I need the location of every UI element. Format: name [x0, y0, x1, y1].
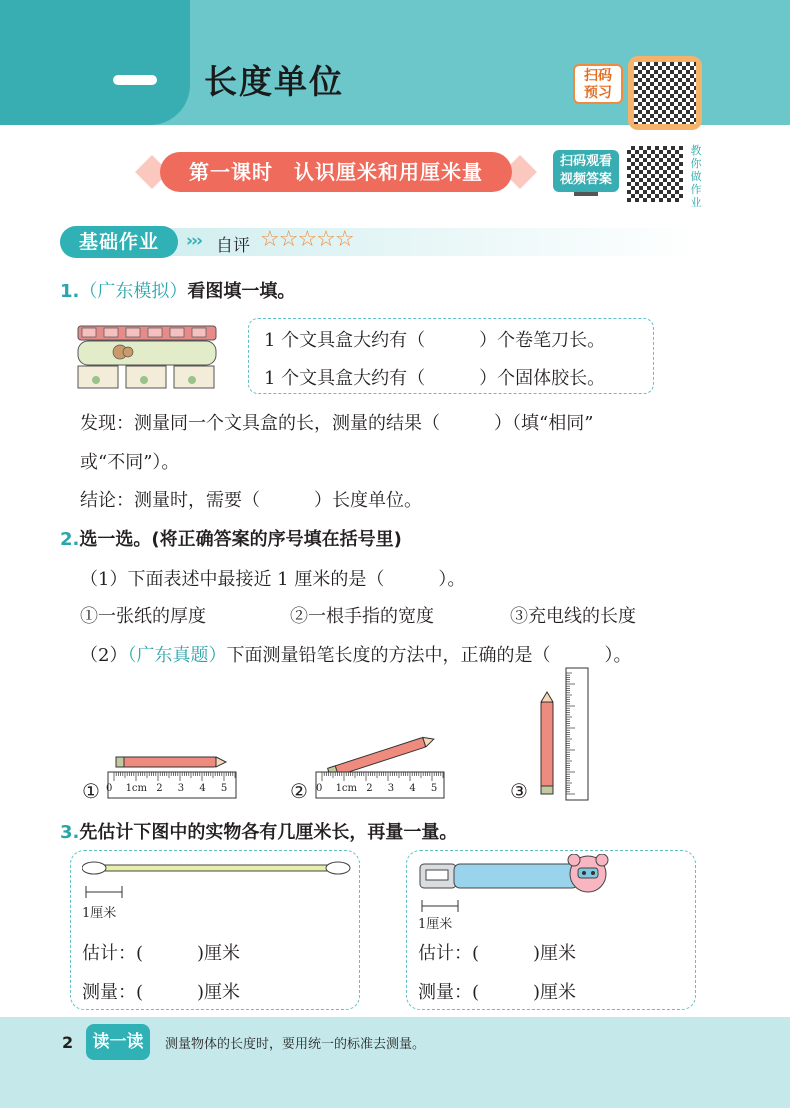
q2-option-2: ②一根手指的宽度: [290, 606, 434, 627]
video-answer-tag[interactable]: [553, 150, 619, 192]
ruler-tick-label: 3: [177, 783, 185, 794]
ruler-2-labels: [316, 783, 437, 794]
section-title: 基础作业: [60, 226, 178, 258]
question-number: 2.: [60, 529, 80, 550]
ruler-tick-label: 0: [316, 783, 323, 794]
question-prompt: 先估计下图中的实物各有几厘米长，再量一量。: [79, 822, 458, 843]
ruler-tick-label: 0: [106, 783, 113, 794]
ruler-tick-label: 3: [387, 783, 395, 794]
question-3: [60, 818, 457, 844]
vertical-char: 做: [690, 170, 702, 183]
scan-preview-line2: 预习: [584, 85, 612, 101]
q2-sub2-label: （2）: [80, 645, 128, 666]
cotton-swab-illustration: [82, 858, 352, 902]
q2-option-3: ③充电线的长度: [510, 606, 636, 627]
page-number: 2: [62, 1033, 74, 1052]
video-tag-line1: 扫码观看: [559, 154, 612, 169]
monitor-stand-icon: [574, 192, 598, 196]
q2-option-1: ①一张纸的厚度: [80, 606, 206, 627]
fig-label-2: ②: [290, 779, 308, 803]
lesson-title: 第一课时 认识厘米和用厘米量: [160, 152, 512, 192]
q1-line-b[interactable]: 1 个文具盒大约有（ ）个固体胶长。: [264, 368, 606, 389]
self-eval-label: 自评: [216, 236, 250, 256]
unit-label-clipper: 1厘米: [418, 917, 453, 932]
question-2: [60, 525, 402, 551]
unit-number-dash: [113, 75, 157, 85]
q1-finding-1[interactable]: 发现：测量同一个文具盒的长，测量的结果（ ）（填“相同”: [80, 413, 594, 434]
ruler-tick-label: 2: [156, 783, 163, 794]
ruler-figure-3: [534, 666, 590, 802]
unit-label-swab: 1厘米: [82, 906, 117, 921]
question-number: 1.: [60, 281, 80, 302]
fig-label-1: ①: [82, 779, 100, 803]
ruler-tick-label: 5: [220, 783, 228, 794]
swab-estimate[interactable]: 估计：( )厘米: [82, 943, 241, 964]
vertical-caption: [688, 144, 704, 209]
unit-title: 长度单位: [204, 62, 344, 101]
video-tag-line2: 视频答案: [559, 172, 612, 187]
preview-qr-code[interactable]: [628, 56, 702, 130]
swab-measure[interactable]: 测量：( )厘米: [82, 982, 241, 1003]
pencil-case-illustration: [76, 322, 218, 390]
q2-sub2[interactable]: [80, 641, 631, 667]
ruler-tick-label: 1cm: [125, 783, 148, 794]
read-tag: 读一读: [86, 1024, 150, 1060]
ruler-tick-label: 4: [409, 783, 416, 794]
ruler-1-labels: [106, 783, 227, 794]
ruler-tick-label: 2: [366, 783, 373, 794]
header-unit-block: [0, 0, 190, 125]
question-prompt: 选一选。(将正确答案的序号填在括号里): [79, 529, 402, 550]
question-source: （广东模拟）: [79, 281, 188, 302]
ruler-tick-label: 4: [199, 783, 206, 794]
q2-sub2-text: 下面测量铅笔长度的方法中，正确的是（ ）。: [226, 645, 632, 666]
chevron-right-icon: ›››: [186, 231, 202, 251]
question-1: [60, 277, 295, 303]
q1-conclusion[interactable]: 结论：测量时，需要（ ）长度单位。: [80, 490, 422, 511]
q2-sub2-source: （广东真题）: [127, 645, 227, 666]
scan-preview-line1: 扫码: [584, 68, 612, 84]
q2-sub1[interactable]: （1）下面表述中最接近 1 厘米的是（ ）。: [80, 569, 466, 590]
vertical-char: 你: [690, 157, 702, 170]
vertical-char: 作: [690, 183, 702, 196]
ruler-tick-label: 5: [430, 783, 438, 794]
question-prompt: 看图填一填。: [187, 281, 296, 302]
fig-label-3: ③: [510, 779, 528, 803]
ruler-tick-label: 1cm: [335, 783, 358, 794]
question-number: 3.: [60, 822, 80, 843]
vertical-char: 业: [690, 196, 702, 209]
star-rating[interactable]: ☆☆☆☆☆: [260, 227, 354, 252]
q1-finding-2: 或“不同”）。: [80, 452, 180, 473]
clipper-estimate[interactable]: 估计：( )厘米: [418, 943, 577, 964]
ruler-figure-1: [104, 750, 242, 802]
vertical-char: 教: [690, 144, 702, 157]
scan-preview-tag[interactable]: [573, 64, 623, 104]
qr-code-icon: [634, 62, 696, 124]
video-qr-code[interactable]: [627, 146, 683, 202]
q1-line-a[interactable]: 1 个文具盒大约有（ ）个卷笔刀长。: [264, 330, 606, 351]
clipper-measure[interactable]: 测量：( )厘米: [418, 982, 577, 1003]
footer-note: 测量物体的长度时，要用统一的标准去测量。: [165, 1037, 426, 1052]
